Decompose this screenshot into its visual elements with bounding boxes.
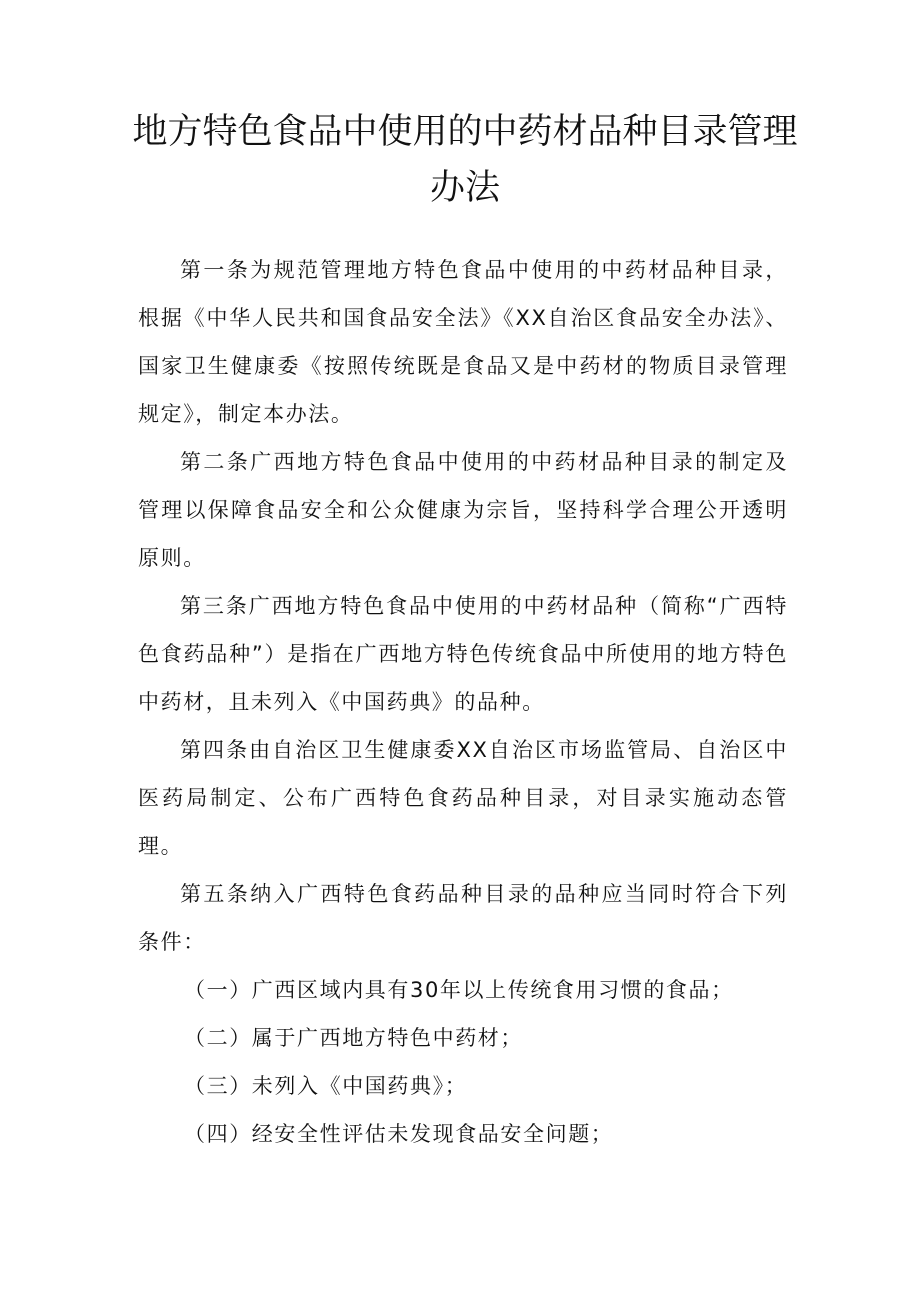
- article-5: 第五条纳入广西特色食药品种目录的品种应当同时符合下列条件：: [138, 882, 788, 954]
- article-1: 第一条为规范管理地方特色食品中使用的中药材品种目录，根据《中华人民共和国食品安全法》《XX自治区食品安全办法》、国家卫生健康委《按照传统既是食品又是中药材的物质目录管理规定》，制定本办法。: [138, 258, 788, 426]
- condition-3: （三）未列入《中国药典》；: [184, 1074, 468, 1098]
- condition-2: （二）属于广西地方特色中药材；: [184, 1026, 523, 1050]
- document-title: 地方特色食品中使用的中药材品种目录管理办法: [132, 112, 798, 208]
- article-3: 第三条广西地方特色食品中使用的中药材品种（简称“广西特色食药品种”）是指在广西地方特色传统食品中所使用的地方特色中药材，且未列入《中国药典》的品种。: [138, 594, 788, 714]
- condition-4: （四）经安全性评估未发现食品安全问题；: [184, 1122, 614, 1146]
- article-2: 第二条广西地方特色食品中使用的中药材品种目录的制定及管理以保障食品安全和公众健康为宗旨，坚持科学合理公开透明原则。: [138, 450, 788, 570]
- condition-1: （一）广西区域内具有30年以上传统食用习惯的食品；: [184, 978, 734, 1002]
- document-body: [138, 246, 788, 1158]
- article-4: 第四条由自治区卫生健康委XX自治区市场监管局、自治区中医药局制定、公布广西特色食药品种目录，对目录实施动态管理。: [138, 738, 788, 858]
